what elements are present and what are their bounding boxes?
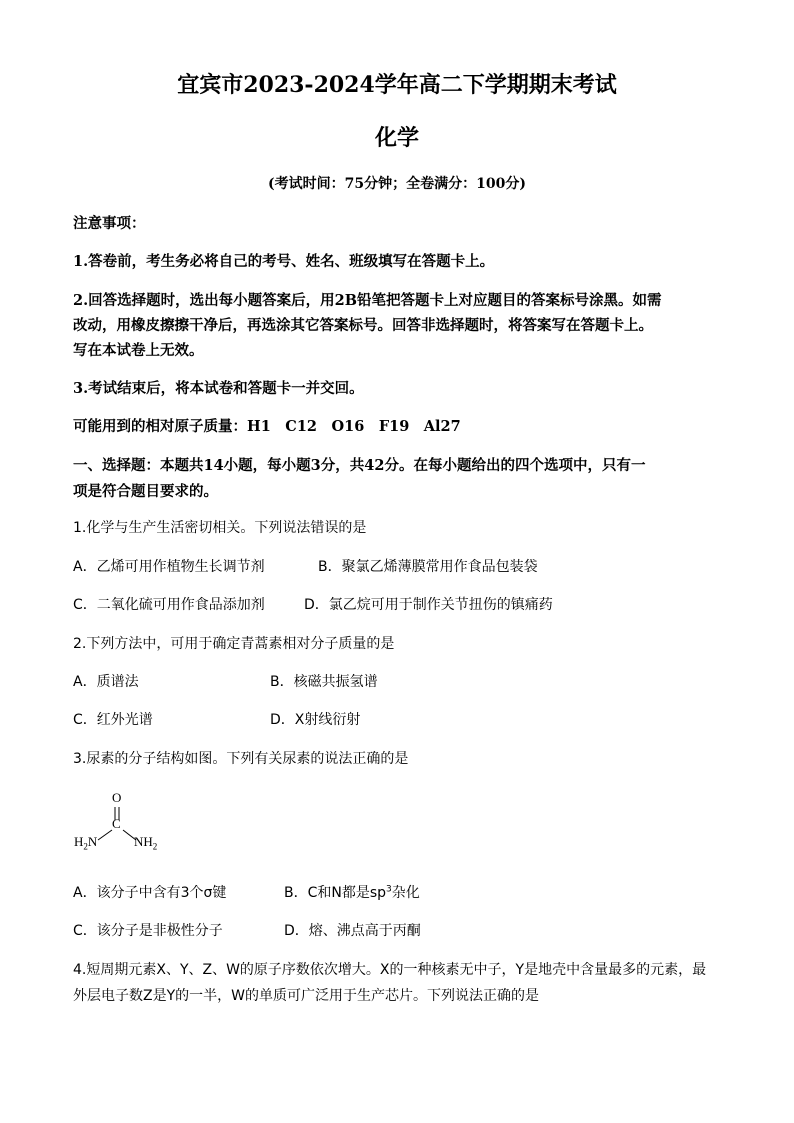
q1-stem: 1.化学与生产生活密切相关。下列说法错误的是 (73, 520, 367, 536)
q3-option-b: B．C和N都是$sp^3$杂化 (284, 884, 420, 901)
notes-heading: 注意事项： (73, 215, 146, 232)
note-2-line-1: 2.回答选择题时，选出每小题答案后，用2B铅笔把答题卡上对应题目的答案标号涂黑。如需 (73, 292, 662, 309)
exam-title: 宜宾市2023-2024学年高二下学期期末考试 (177, 72, 617, 98)
note-3: 3.考试结束后，将本试卷和答题卡一并交回。 (73, 380, 364, 397)
q3-option-d: D．熔、沸点高于丙酮 (284, 923, 421, 939)
q4-stem-line-1: 4.短周期元素X、Y、Z、W的原子序数依次增大。X的一种核素无中子，Y是地壳中含量最多的元素，最 (73, 962, 707, 978)
exam-info: (考试时间：75分钟；全卷满分：100分) (268, 176, 526, 192)
atom-carbon: C (112, 816, 121, 831)
atom-oxygen: O (112, 790, 122, 805)
q1-option-d: D．氯乙烷可用于制作关节扭伤的镇痛药 (304, 597, 553, 613)
section-1-line-2: 项是符合题目要求的。 (73, 483, 218, 500)
q1-option-c: C．二氧化硫可用作食品添加剂 (73, 597, 265, 613)
q4-stem-line-2: 外层电子数Z是Y的一半，W的单质可广泛用于生产芯片。下列说法正确的是 (73, 988, 539, 1004)
q2-stem: 2.下列方法中，可用于确定青蒿素相对分子质量的是 (73, 636, 395, 652)
note-2-line-2: 改动，用橡皮擦擦干净后，再选涂其它答案标号。回答非选择题时，将答案写在答题卡上。 (73, 317, 653, 334)
q3-option-a: A．该分子中含有3个σ键 (73, 885, 227, 901)
section-1-line-1: 一、选择题：本题共14小题，每小题3分，共42分。在每小题给出的四个选项中，只有一 (73, 457, 646, 474)
q3-stem: 3.尿素的分子结构如图。下列有关尿素的说法正确的是 (73, 751, 409, 767)
note-1: 1.答卷前，考生务必将自己的考号、姓名、班级填写在答题卡上。 (73, 253, 495, 270)
q3-option-c: C．该分子是非极性分子 (73, 923, 223, 939)
atom-left-amine: $H_2N$ (74, 834, 98, 852)
atom-right-amine: $NH_2$ (134, 834, 158, 852)
q1-option-b: B．聚氯乙烯薄膜常用作食品包装袋 (318, 559, 538, 575)
q2-option-c: C．红外光谱 (73, 712, 153, 728)
q2-option-b: B．核磁共振氢谱 (270, 674, 378, 690)
urea-structure (70, 788, 180, 858)
atomic-mass-line: 可能用到的相对原子质量：H1 C12 O16 F19 Al27 (73, 418, 461, 435)
q2-option-d: D．X射线衍射 (270, 712, 361, 728)
q2-option-a: A．质谱法 (73, 674, 139, 690)
note-2-line-3: 写在本试卷上无效。 (73, 342, 204, 359)
q1-option-a: A．乙烯可用作植物生长调节剂 (73, 559, 265, 575)
subject-title: 化学 (374, 125, 419, 151)
